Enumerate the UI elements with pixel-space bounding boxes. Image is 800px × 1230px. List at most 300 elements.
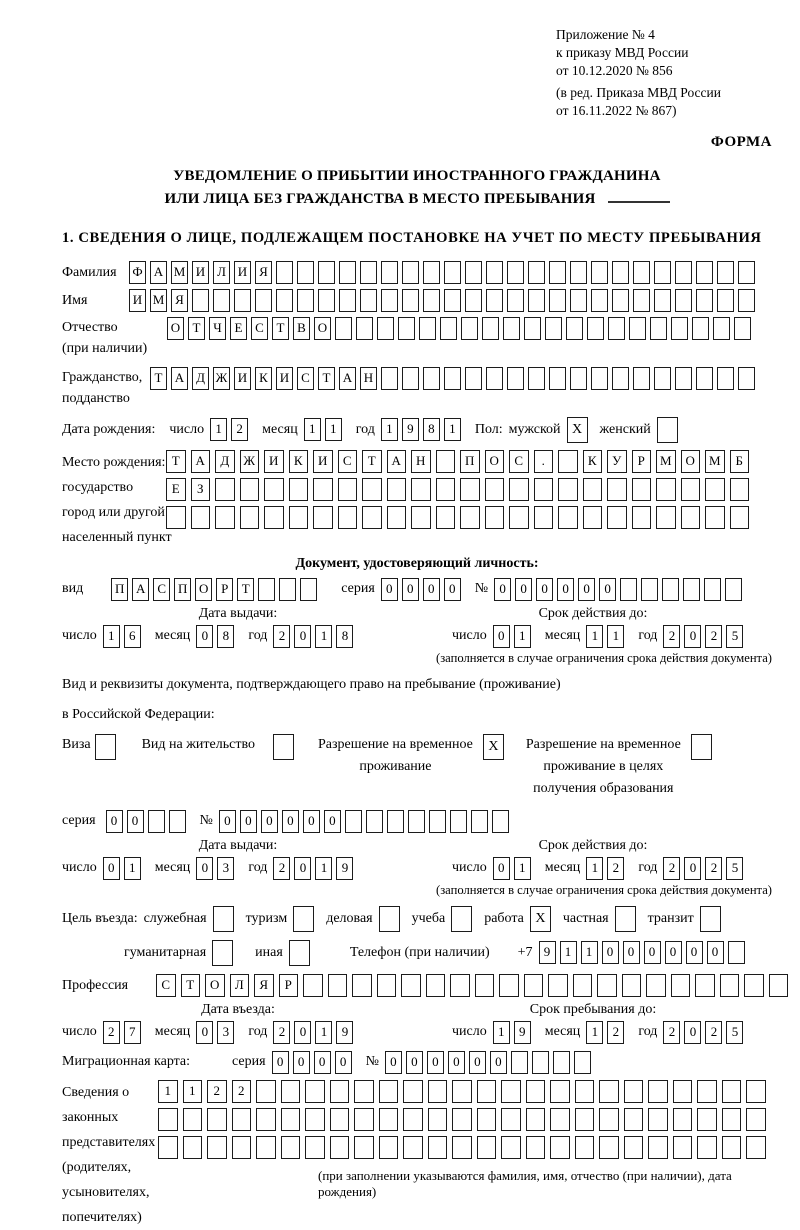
char-cell[interactable]: 2 bbox=[705, 857, 722, 880]
char-cell[interactable] bbox=[352, 974, 372, 997]
char-cell[interactable]: Т bbox=[272, 317, 289, 340]
char-cell[interactable] bbox=[215, 506, 235, 529]
char-cell[interactable] bbox=[570, 261, 587, 284]
char-cell[interactable] bbox=[379, 1108, 399, 1131]
char-cell[interactable]: 0 bbox=[385, 1051, 402, 1074]
purpose-humanitarian-checkbox[interactable] bbox=[212, 940, 233, 966]
char-cell[interactable]: С bbox=[509, 450, 529, 473]
char-cell[interactable] bbox=[734, 317, 751, 340]
char-cell[interactable]: 0 bbox=[623, 941, 640, 964]
char-cell[interactable] bbox=[387, 810, 404, 833]
char-cell[interactable] bbox=[550, 1080, 570, 1103]
sex-female-checkbox[interactable] bbox=[657, 417, 678, 443]
char-cell[interactable] bbox=[450, 810, 467, 833]
char-cell[interactable] bbox=[436, 506, 456, 529]
char-cell[interactable] bbox=[485, 478, 505, 501]
char-cell[interactable] bbox=[330, 1080, 350, 1103]
char-cell[interactable] bbox=[730, 478, 750, 501]
char-cell[interactable] bbox=[387, 506, 407, 529]
char-cell[interactable]: С bbox=[251, 317, 268, 340]
char-cell[interactable] bbox=[381, 261, 398, 284]
char-cell[interactable] bbox=[339, 261, 356, 284]
char-cell[interactable] bbox=[475, 974, 495, 997]
char-cell[interactable] bbox=[461, 317, 478, 340]
char-cell[interactable]: 0 bbox=[494, 578, 511, 601]
char-cell[interactable]: Е bbox=[230, 317, 247, 340]
char-cell[interactable] bbox=[313, 478, 333, 501]
char-cell[interactable] bbox=[550, 1136, 570, 1159]
char-cell[interactable] bbox=[256, 1108, 276, 1131]
purpose-work-checkbox[interactable]: X bbox=[530, 906, 551, 932]
char-cell[interactable] bbox=[255, 289, 272, 312]
char-cell[interactable]: А bbox=[150, 261, 167, 284]
char-cell[interactable] bbox=[633, 289, 650, 312]
char-cell[interactable]: М bbox=[656, 450, 676, 473]
char-cell[interactable]: К bbox=[583, 450, 603, 473]
char-cell[interactable] bbox=[486, 289, 503, 312]
char-cell[interactable]: 2 bbox=[103, 1021, 120, 1044]
char-cell[interactable] bbox=[624, 1108, 644, 1131]
char-cell[interactable]: 0 bbox=[536, 578, 553, 601]
char-cell[interactable]: О bbox=[485, 450, 505, 473]
char-cell[interactable] bbox=[629, 317, 646, 340]
char-cell[interactable] bbox=[354, 1108, 374, 1131]
char-cell[interactable]: 0 bbox=[381, 578, 398, 601]
char-cell[interactable] bbox=[148, 810, 165, 833]
char-cell[interactable] bbox=[558, 478, 578, 501]
char-cell[interactable] bbox=[648, 1136, 668, 1159]
char-cell[interactable] bbox=[338, 506, 358, 529]
char-cell[interactable] bbox=[289, 478, 309, 501]
char-cell[interactable]: К bbox=[255, 367, 272, 390]
char-cell[interactable] bbox=[545, 317, 562, 340]
char-cell[interactable]: 0 bbox=[493, 625, 510, 648]
char-cell[interactable] bbox=[379, 1136, 399, 1159]
char-cell[interactable] bbox=[717, 261, 734, 284]
char-cell[interactable]: И bbox=[129, 289, 146, 312]
char-cell[interactable]: 2 bbox=[232, 1080, 252, 1103]
char-cell[interactable] bbox=[377, 974, 397, 997]
char-cell[interactable]: И bbox=[234, 367, 251, 390]
char-cell[interactable] bbox=[423, 261, 440, 284]
char-cell[interactable] bbox=[499, 974, 519, 997]
char-cell[interactable] bbox=[403, 1080, 423, 1103]
char-cell[interactable] bbox=[607, 506, 627, 529]
purpose-tourism-checkbox[interactable] bbox=[293, 906, 314, 932]
char-cell[interactable]: 0 bbox=[219, 810, 236, 833]
char-cell[interactable] bbox=[573, 974, 593, 997]
char-cell[interactable] bbox=[695, 974, 715, 997]
temp-residence-checkbox[interactable]: X bbox=[483, 734, 504, 760]
char-cell[interactable] bbox=[575, 1108, 595, 1131]
char-cell[interactable]: С bbox=[338, 450, 358, 473]
char-cell[interactable] bbox=[509, 506, 529, 529]
char-cell[interactable] bbox=[648, 1108, 668, 1131]
char-cell[interactable] bbox=[697, 1080, 717, 1103]
char-cell[interactable] bbox=[354, 1136, 374, 1159]
char-cell[interactable] bbox=[528, 367, 545, 390]
char-cell[interactable] bbox=[624, 1080, 644, 1103]
char-cell[interactable] bbox=[607, 478, 627, 501]
char-cell[interactable]: 9 bbox=[514, 1021, 531, 1044]
char-cell[interactable]: 0 bbox=[515, 578, 532, 601]
char-cell[interactable]: Л bbox=[230, 974, 250, 997]
char-cell[interactable] bbox=[423, 289, 440, 312]
char-cell[interactable] bbox=[403, 1108, 423, 1131]
char-cell[interactable] bbox=[656, 478, 676, 501]
char-cell[interactable] bbox=[477, 1136, 497, 1159]
char-cell[interactable]: 1 bbox=[315, 1021, 332, 1044]
char-cell[interactable]: 9 bbox=[336, 1021, 353, 1044]
char-cell[interactable] bbox=[624, 1136, 644, 1159]
char-cell[interactable]: 1 bbox=[381, 418, 398, 441]
char-cell[interactable] bbox=[705, 506, 725, 529]
char-cell[interactable] bbox=[256, 1080, 276, 1103]
char-cell[interactable] bbox=[549, 289, 566, 312]
char-cell[interactable]: 0 bbox=[444, 578, 461, 601]
char-cell[interactable] bbox=[654, 261, 671, 284]
char-cell[interactable] bbox=[511, 1051, 528, 1074]
char-cell[interactable]: 0 bbox=[406, 1051, 423, 1074]
char-cell[interactable] bbox=[507, 261, 524, 284]
char-cell[interactable]: 1 bbox=[514, 857, 531, 880]
char-cell[interactable]: 2 bbox=[231, 418, 248, 441]
char-cell[interactable] bbox=[379, 1080, 399, 1103]
char-cell[interactable]: 1 bbox=[586, 857, 603, 880]
char-cell[interactable] bbox=[646, 974, 666, 997]
char-cell[interactable] bbox=[452, 1108, 472, 1131]
char-cell[interactable]: 1 bbox=[210, 418, 227, 441]
char-cell[interactable]: 0 bbox=[493, 857, 510, 880]
char-cell[interactable] bbox=[549, 261, 566, 284]
char-cell[interactable] bbox=[501, 1108, 521, 1131]
char-cell[interactable] bbox=[444, 289, 461, 312]
purpose-other-checkbox[interactable] bbox=[289, 940, 310, 966]
char-cell[interactable]: О bbox=[167, 317, 184, 340]
char-cell[interactable] bbox=[528, 289, 545, 312]
char-cell[interactable]: 2 bbox=[705, 1021, 722, 1044]
visa-checkbox[interactable] bbox=[95, 734, 116, 760]
char-cell[interactable] bbox=[570, 367, 587, 390]
char-cell[interactable]: 0 bbox=[293, 1051, 310, 1074]
char-cell[interactable]: 0 bbox=[282, 810, 299, 833]
char-cell[interactable] bbox=[264, 506, 284, 529]
purpose-business-checkbox[interactable] bbox=[213, 906, 234, 932]
char-cell[interactable] bbox=[591, 289, 608, 312]
char-cell[interactable]: Р bbox=[632, 450, 652, 473]
char-cell[interactable]: 0 bbox=[599, 578, 616, 601]
char-cell[interactable] bbox=[612, 289, 629, 312]
char-cell[interactable]: А bbox=[387, 450, 407, 473]
char-cell[interactable]: 0 bbox=[103, 857, 120, 880]
char-cell[interactable] bbox=[486, 367, 503, 390]
char-cell[interactable] bbox=[335, 317, 352, 340]
char-cell[interactable] bbox=[465, 367, 482, 390]
char-cell[interactable]: Д bbox=[215, 450, 235, 473]
char-cell[interactable]: 0 bbox=[707, 941, 724, 964]
char-cell[interactable] bbox=[232, 1108, 252, 1131]
char-cell[interactable] bbox=[534, 506, 554, 529]
char-cell[interactable]: Л bbox=[213, 261, 230, 284]
char-cell[interactable] bbox=[681, 478, 701, 501]
char-cell[interactable] bbox=[387, 478, 407, 501]
char-cell[interactable]: Я bbox=[254, 974, 274, 997]
temp-residence-education-checkbox[interactable] bbox=[691, 734, 712, 760]
char-cell[interactable]: 0 bbox=[469, 1051, 486, 1074]
char-cell[interactable] bbox=[671, 974, 691, 997]
char-cell[interactable] bbox=[429, 810, 446, 833]
char-cell[interactable]: О bbox=[681, 450, 701, 473]
char-cell[interactable] bbox=[654, 289, 671, 312]
char-cell[interactable] bbox=[587, 317, 604, 340]
char-cell[interactable] bbox=[612, 261, 629, 284]
char-cell[interactable]: М bbox=[705, 450, 725, 473]
char-cell[interactable] bbox=[328, 974, 348, 997]
char-cell[interactable] bbox=[158, 1108, 178, 1131]
char-cell[interactable] bbox=[354, 1080, 374, 1103]
char-cell[interactable]: Ф bbox=[129, 261, 146, 284]
char-cell[interactable]: Ч bbox=[209, 317, 226, 340]
char-cell[interactable]: 1 bbox=[560, 941, 577, 964]
char-cell[interactable]: О bbox=[205, 974, 225, 997]
char-cell[interactable] bbox=[697, 1108, 717, 1131]
char-cell[interactable] bbox=[300, 578, 317, 601]
char-cell[interactable]: 5 bbox=[726, 625, 743, 648]
char-cell[interactable]: 1 bbox=[444, 418, 461, 441]
purpose-study-checkbox[interactable] bbox=[451, 906, 472, 932]
char-cell[interactable]: П bbox=[460, 450, 480, 473]
char-cell[interactable] bbox=[632, 478, 652, 501]
char-cell[interactable] bbox=[633, 261, 650, 284]
char-cell[interactable]: 0 bbox=[686, 941, 703, 964]
char-cell[interactable] bbox=[276, 289, 293, 312]
char-cell[interactable] bbox=[305, 1136, 325, 1159]
char-cell[interactable]: П bbox=[111, 578, 128, 601]
char-cell[interactable] bbox=[730, 506, 750, 529]
char-cell[interactable]: 0 bbox=[684, 857, 701, 880]
char-cell[interactable]: 0 bbox=[196, 857, 213, 880]
char-cell[interactable] bbox=[450, 974, 470, 997]
char-cell[interactable] bbox=[281, 1136, 301, 1159]
char-cell[interactable]: 0 bbox=[423, 578, 440, 601]
char-cell[interactable] bbox=[158, 1136, 178, 1159]
char-cell[interactable] bbox=[503, 317, 520, 340]
char-cell[interactable] bbox=[398, 317, 415, 340]
char-cell[interactable]: Н bbox=[411, 450, 431, 473]
char-cell[interactable] bbox=[465, 261, 482, 284]
char-cell[interactable]: 0 bbox=[578, 578, 595, 601]
char-cell[interactable]: А bbox=[191, 450, 211, 473]
char-cell[interactable] bbox=[683, 578, 700, 601]
char-cell[interactable] bbox=[240, 478, 260, 501]
char-cell[interactable]: Я bbox=[255, 261, 272, 284]
char-cell[interactable] bbox=[599, 1108, 619, 1131]
char-cell[interactable]: Т bbox=[318, 367, 335, 390]
sex-male-checkbox[interactable]: X bbox=[567, 417, 588, 443]
char-cell[interactable] bbox=[575, 1080, 595, 1103]
char-cell[interactable] bbox=[622, 974, 642, 997]
char-cell[interactable]: 1 bbox=[158, 1080, 178, 1103]
char-cell[interactable] bbox=[528, 261, 545, 284]
char-cell[interactable] bbox=[713, 317, 730, 340]
char-cell[interactable]: 3 bbox=[217, 857, 234, 880]
char-cell[interactable] bbox=[648, 1080, 668, 1103]
char-cell[interactable] bbox=[746, 1136, 766, 1159]
char-cell[interactable]: П bbox=[174, 578, 191, 601]
char-cell[interactable] bbox=[526, 1108, 546, 1131]
char-cell[interactable] bbox=[305, 1080, 325, 1103]
char-cell[interactable] bbox=[402, 367, 419, 390]
char-cell[interactable]: 5 bbox=[726, 1021, 743, 1044]
char-cell[interactable] bbox=[507, 289, 524, 312]
char-cell[interactable] bbox=[725, 578, 742, 601]
char-cell[interactable] bbox=[366, 810, 383, 833]
char-cell[interactable] bbox=[428, 1108, 448, 1131]
char-cell[interactable] bbox=[281, 1080, 301, 1103]
char-cell[interactable]: 5 bbox=[726, 857, 743, 880]
char-cell[interactable] bbox=[452, 1080, 472, 1103]
char-cell[interactable] bbox=[423, 367, 440, 390]
char-cell[interactable]: 0 bbox=[196, 625, 213, 648]
char-cell[interactable] bbox=[673, 1108, 693, 1131]
char-cell[interactable]: Т bbox=[181, 974, 201, 997]
char-cell[interactable] bbox=[444, 367, 461, 390]
char-cell[interactable] bbox=[276, 261, 293, 284]
char-cell[interactable] bbox=[408, 810, 425, 833]
char-cell[interactable] bbox=[440, 317, 457, 340]
char-cell[interactable] bbox=[696, 289, 713, 312]
char-cell[interactable] bbox=[377, 317, 394, 340]
char-cell[interactable] bbox=[722, 1136, 742, 1159]
char-cell[interactable]: 8 bbox=[336, 625, 353, 648]
char-cell[interactable] bbox=[330, 1136, 350, 1159]
char-cell[interactable]: А bbox=[171, 367, 188, 390]
char-cell[interactable]: 0 bbox=[602, 941, 619, 964]
char-cell[interactable] bbox=[460, 478, 480, 501]
char-cell[interactable] bbox=[402, 289, 419, 312]
char-cell[interactable]: Б bbox=[730, 450, 750, 473]
char-cell[interactable] bbox=[722, 1108, 742, 1131]
char-cell[interactable] bbox=[722, 1080, 742, 1103]
char-cell[interactable]: 2 bbox=[663, 625, 680, 648]
char-cell[interactable] bbox=[507, 367, 524, 390]
char-cell[interactable] bbox=[403, 1136, 423, 1159]
char-cell[interactable]: 1 bbox=[514, 625, 531, 648]
char-cell[interactable]: 0 bbox=[272, 1051, 289, 1074]
char-cell[interactable] bbox=[553, 1051, 570, 1074]
char-cell[interactable] bbox=[675, 289, 692, 312]
char-cell[interactable] bbox=[566, 317, 583, 340]
char-cell[interactable]: Ж bbox=[240, 450, 260, 473]
char-cell[interactable] bbox=[485, 506, 505, 529]
char-cell[interactable] bbox=[279, 578, 296, 601]
char-cell[interactable] bbox=[482, 317, 499, 340]
char-cell[interactable]: 1 bbox=[315, 857, 332, 880]
char-cell[interactable]: И bbox=[192, 261, 209, 284]
char-cell[interactable] bbox=[654, 367, 671, 390]
char-cell[interactable] bbox=[360, 261, 377, 284]
char-cell[interactable] bbox=[549, 367, 566, 390]
char-cell[interactable]: 1 bbox=[581, 941, 598, 964]
char-cell[interactable] bbox=[305, 1108, 325, 1131]
char-cell[interactable]: 2 bbox=[663, 857, 680, 880]
char-cell[interactable]: И bbox=[234, 261, 251, 284]
char-cell[interactable] bbox=[281, 1108, 301, 1131]
char-cell[interactable]: 2 bbox=[273, 625, 290, 648]
char-cell[interactable] bbox=[492, 810, 509, 833]
char-cell[interactable]: 9 bbox=[336, 857, 353, 880]
char-cell[interactable]: В bbox=[293, 317, 310, 340]
char-cell[interactable]: У bbox=[607, 450, 627, 473]
char-cell[interactable]: 0 bbox=[684, 1021, 701, 1044]
char-cell[interactable]: С bbox=[297, 367, 314, 390]
char-cell[interactable]: 1 bbox=[124, 857, 141, 880]
char-cell[interactable]: 2 bbox=[273, 1021, 290, 1044]
char-cell[interactable] bbox=[486, 261, 503, 284]
char-cell[interactable]: Ж bbox=[213, 367, 230, 390]
char-cell[interactable] bbox=[289, 506, 309, 529]
char-cell[interactable] bbox=[591, 261, 608, 284]
char-cell[interactable]: 0 bbox=[106, 810, 123, 833]
char-cell[interactable] bbox=[465, 289, 482, 312]
char-cell[interactable]: 0 bbox=[294, 1021, 311, 1044]
char-cell[interactable]: Я bbox=[171, 289, 188, 312]
char-cell[interactable] bbox=[558, 506, 578, 529]
char-cell[interactable] bbox=[402, 261, 419, 284]
char-cell[interactable] bbox=[591, 367, 608, 390]
char-cell[interactable] bbox=[526, 1080, 546, 1103]
char-cell[interactable] bbox=[452, 1136, 472, 1159]
char-cell[interactable]: 2 bbox=[207, 1080, 227, 1103]
char-cell[interactable] bbox=[675, 367, 692, 390]
char-cell[interactable] bbox=[769, 974, 789, 997]
char-cell[interactable] bbox=[696, 367, 713, 390]
char-cell[interactable] bbox=[381, 367, 398, 390]
char-cell[interactable] bbox=[692, 317, 709, 340]
char-cell[interactable]: 0 bbox=[665, 941, 682, 964]
char-cell[interactable] bbox=[207, 1136, 227, 1159]
char-cell[interactable] bbox=[411, 506, 431, 529]
char-cell[interactable] bbox=[656, 506, 676, 529]
char-cell[interactable]: 0 bbox=[303, 810, 320, 833]
char-cell[interactable] bbox=[738, 261, 755, 284]
char-cell[interactable]: 0 bbox=[314, 1051, 331, 1074]
char-cell[interactable] bbox=[738, 367, 755, 390]
char-cell[interactable]: Т bbox=[150, 367, 167, 390]
char-cell[interactable]: 1 bbox=[607, 625, 624, 648]
char-cell[interactable]: С bbox=[153, 578, 170, 601]
char-cell[interactable]: А bbox=[339, 367, 356, 390]
char-cell[interactable]: 0 bbox=[196, 1021, 213, 1044]
char-cell[interactable] bbox=[738, 289, 755, 312]
char-cell[interactable] bbox=[583, 478, 603, 501]
char-cell[interactable]: 9 bbox=[539, 941, 556, 964]
char-cell[interactable]: О bbox=[314, 317, 331, 340]
char-cell[interactable]: З bbox=[191, 478, 211, 501]
char-cell[interactable]: Р bbox=[279, 974, 299, 997]
char-cell[interactable] bbox=[575, 1136, 595, 1159]
char-cell[interactable]: 0 bbox=[402, 578, 419, 601]
char-cell[interactable] bbox=[633, 367, 650, 390]
char-cell[interactable] bbox=[524, 974, 544, 997]
char-cell[interactable]: 3 bbox=[217, 1021, 234, 1044]
char-cell[interactable] bbox=[338, 478, 358, 501]
char-cell[interactable]: 2 bbox=[273, 857, 290, 880]
char-cell[interactable]: И bbox=[313, 450, 333, 473]
char-cell[interactable] bbox=[411, 478, 431, 501]
char-cell[interactable] bbox=[381, 289, 398, 312]
char-cell[interactable] bbox=[401, 974, 421, 997]
